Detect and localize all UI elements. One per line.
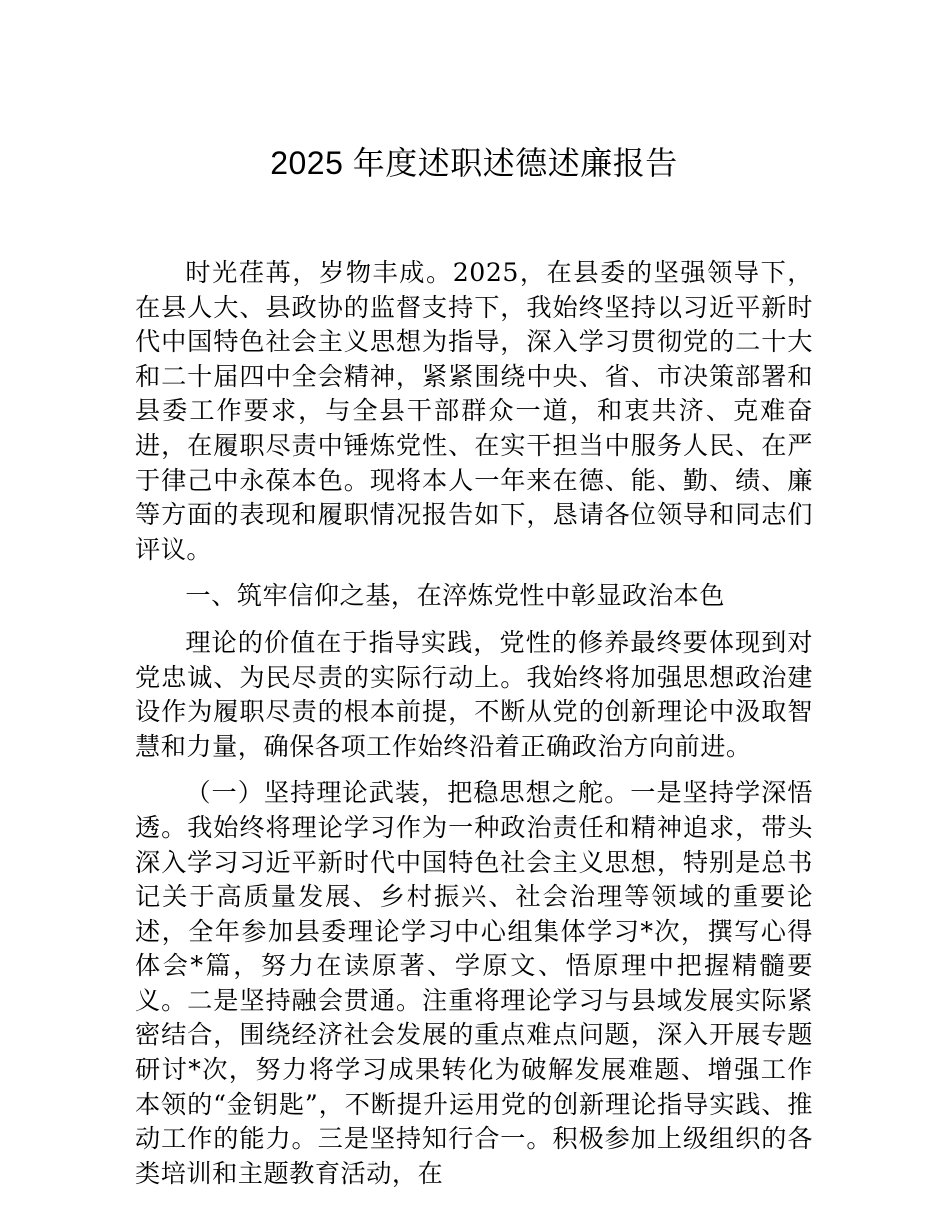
subsection-one-one-paragraph: （一）坚持理论武装，把稳思想之舵。一是坚持学深悟透。我始终将理论学习作为一种政治责任和精神追求，带头深入学习习近平新时代中国特色社会主义思想，特别是总书记关于高质量发展、乡村振兴、社会治理等领域的重要论述，全年参加县委理论学习中心组集体学习*次，撰写心得体会*篇，努力在读原著、学原文、悟原理中把握精髓要义。二是坚持融会贯通。注重将理论学习与县域发展实际紧密结合，围绕经济社会发展的重点难点问题，深入开展专题研讨*次，努力将学习成果转化为破解发展难题、增强工作本领的“金钥匙”，不断提升运用党的创新理论指导实践、推动工作的能力。三是坚持知行合一。积极参加上级组织的各类培训和主题教育活动，在 [135,778,813,1188]
section-one-lead-paragraph: 理论的价值在于指导实践，党性的修养最终要体现到对党忠诚、为民尽责的实际行动上。我始终将加强思想政治建设作为履职尽责的根本前提，不断从党的创新理论中汲取智慧和力量，确保各项工作始终沿着正确政治方向前进。 [135,627,813,761]
opening-paragraph: 时光荏苒，岁物丰成。2025，在县委的坚强领导下，在县人大、县政协的监督支持下，我始终坚持以习近平新时代中国特色社会主义思想为指导，深入学习贯彻党的二十大和二十届四中全会精神，紧紧围绕中央、省、市决策部署和县委工作要求，与全县干部群众一道，和衷共济、克难奋进，在履职尽责中锤炼党性、在实干担当中服务人民、在严于律己中永葆本色。现将本人一年来在德、能、勤、绩、廉等方面的表现和履职情况报告如下，恳请各位领导和同志们评议。 [135,258,813,564]
page-title: 2025 年度述职述德述廉报告 [270,145,678,181]
document-body [135,140,813,1191]
title-spacer [135,186,813,256]
section-heading-one: 一、筑牢信仰之基，在淬炼党性中彰显政治本色 [185,581,725,611]
